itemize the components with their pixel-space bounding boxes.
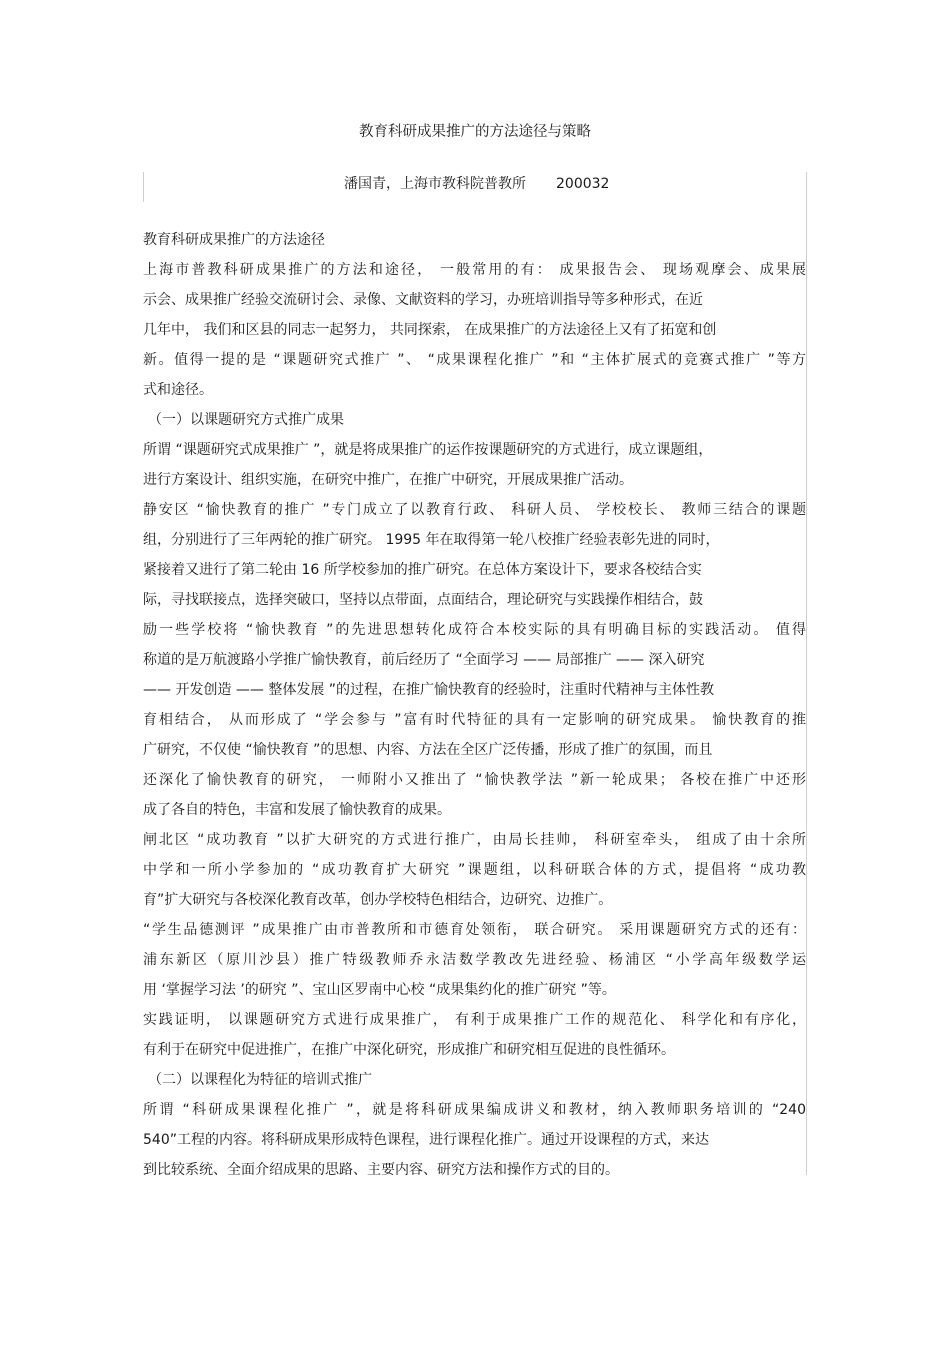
author-affiliation: 潘国青，上海市教科院普教所 [344,176,526,192]
text-line: 示会、成果推广经验交流研讨会、录像、文献资料的学习，办班培训指导等多种形式，在近 [143,292,703,308]
text-line: 所谓 “科研成果课程化推广 ”，就是将科研成果编成讲义和教材，纳入教师职务培训的 “240 [143,1102,806,1118]
text-line: 中学和一所小学参加的 “成功教育扩大研究 ”课题组，以科研联合体的方式，提倡将 “成功教 [143,862,806,878]
body-text [143,225,806,1185]
left-margin-rule [143,172,144,202]
text-line: —— 开发创造 —— 整体发展 ”的过程，在推广愉快教育的经验时，注重时代精神与主体性教 [143,682,715,698]
text-line: 称道的是万航渡路小学推广愉快教育，前后经历了 “全面学习 —— 局部推广 —— 深入研究 [143,652,705,668]
document-title: 教育科研成果推广的方法途径与策略 [359,124,591,140]
text-line: 静安区 “愉快教育的推广 ”专门成立了以教育行政、 科研人员、 学校校长、 教师三结合的课题 [143,502,806,518]
text-line: 广研究，不仅使 “愉快教育 ”的思想、内容、方法在全区广泛传播，形成了推广的氛围，而且 [143,742,713,758]
text-line: 进行方案设计、组织实施，在研究中推广，在推广中研究，开展成果推广活动。 [143,472,633,488]
author-line [344,174,609,194]
text-line: 新。值得一提的是 “课题研究式推广 ”、 “成果课程化推广 ”和 “主体扩展式的竞赛式推广 ”等方 [143,352,806,368]
text-line: 用 ‘掌握学习法 ’的研究 ”、宝山区罗南中心校 “成果集约化的推广研究 ”等。 [143,982,616,998]
text-line: 有利于在研究中促进推广，在推广中深化研究，形成推广和研究相互促进的良性循环。 [143,1042,675,1058]
text-line: 育相结合， 从而形成了 “学会参与 ”富有时代特征的具有一定影响的研究成果。 愉快教育的推 [143,712,806,728]
text-line: “学生品德测评 ”成果推广由市普教所和市德育处领衔， 联合研究。 采用课题研究方式的还有： [143,922,806,938]
text-line: 成了各自的特色，丰富和发展了愉快教育的成果。 [143,802,451,818]
text-line: 到比较系统、全面介绍成果的思路、主要内容、研究方法和操作方式的目的。 [143,1162,619,1178]
text-line: 式和途径。 [143,382,213,398]
text-line: 浦东新区（原川沙县）推广特级教师乔永洁数学教改先进经验、杨浦区 “小学高年级数学运 [143,952,806,968]
text-line: 际，寻找联接点，选择突破口，坚持以点带面，点面结合，理论研究与实践操作相结合，鼓 [143,592,703,608]
text-line: 540”工程的内容。将科研成果形成特色课程，进行课程化推广。通过开设课程的方式，来达 [143,1132,709,1148]
text-line: 还深化了愉快教育的研究， 一师附小又推出了 “愉快教学法 ”新一轮成果； 各校在推广中还形 [143,772,806,788]
text-line: 励一些学校将 “愉快教育 ”的先进思想转化成符合本校实际的具有明确目标的实践活动。 值得 [143,622,806,638]
postcode: 200032 [556,176,610,192]
right-margin-rule [806,172,807,1175]
text-line: 组，分别进行了三年两轮的推广研究。 1995 年在取得第一轮八校推广经验表彰先进的同时， [143,532,720,548]
text-line: 几年中， 我们和区县的同志一起努力， 共同探索， 在成果推广的方法途径上又有了拓宽和创 [143,322,717,338]
section-heading: （一）以课题研究方式推广成果 [148,412,344,428]
text-line: 所谓 “课题研究式成果推广 ”，就是将成果推广的运作按课题研究的方式进行，成立课题组， [143,442,713,458]
text-line: 紧接着又进行了第二轮由 16 所学校参加的推广研究。在总体方案设计下，要求各校结合实 [143,562,702,578]
text-line: 闸北区 “成功教育 ”以扩大研究的方式进行推广，由局长挂帅， 科研室牵头， 组成了由十余所 [143,832,806,848]
text-line: 上海市普教科研成果推广的方法和途径， 一般常用的有： 成果报告会、 现场观摩会、成果展 [143,262,806,278]
section-heading: （二）以课程化为特征的培训式推广 [148,1072,372,1088]
text-line: 教育科研成果推广的方法途径 [143,232,325,248]
text-line: 实践证明， 以课题研究方式进行成果推广， 有利于成果推广工作的规范化、 科学化和有序化， [143,1012,806,1028]
text-line: 育”扩大研究与各校深化教育改革，创办学校特色相结合，边研究、边推广。 [143,892,613,908]
